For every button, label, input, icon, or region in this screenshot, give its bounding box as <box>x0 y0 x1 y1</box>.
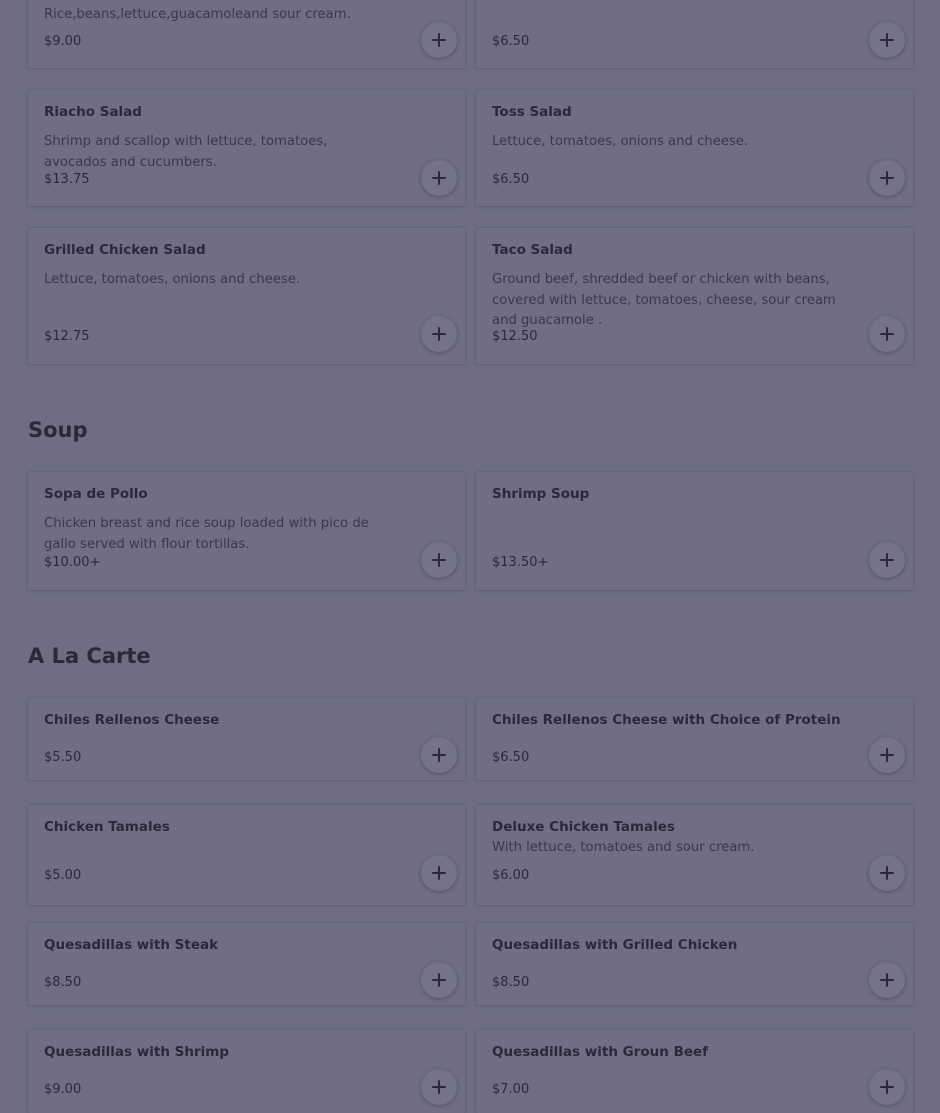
item-description: Ground beef, shredded beef or chicken with beans, covered with lettuce, tomatoes, cheese, sour cream and guacamole . <box>492 272 836 328</box>
plus-icon <box>432 171 446 185</box>
item-description: Chicken breast and rice soup loaded with pico de gallo served with flour tortillas. <box>44 516 369 552</box>
menu-item-card[interactable] <box>28 1030 465 1113</box>
item-price: $13.75 <box>44 172 90 187</box>
item-price: $6.50 <box>492 172 530 187</box>
item-description: Shrimp and scallop with lettuce, tomatoes, avocados and cucumbers. <box>44 134 328 170</box>
menu-item-card[interactable] <box>476 228 913 364</box>
add-item-button[interactable] <box>869 22 905 58</box>
plus-icon <box>432 33 446 47</box>
item-name: Sopa de Pollo <box>44 486 148 502</box>
plus-icon <box>880 973 894 987</box>
add-item-button[interactable] <box>869 160 905 196</box>
item-price: $12.50 <box>492 329 538 344</box>
item-price: $7.00 <box>492 1082 530 1097</box>
plus-icon <box>432 866 446 880</box>
item-name: Quesadillas with Shrimp <box>44 1044 229 1060</box>
item-price: $5.50 <box>44 750 82 765</box>
menu-item-card[interactable] <box>28 472 465 590</box>
item-description: Rice,beans,lettuce,guacamoleand sour cream. <box>44 7 351 22</box>
menu-item-card[interactable] <box>28 923 465 1005</box>
item-price: $9.00 <box>44 34 82 49</box>
item-name: Toss Salad <box>492 104 572 120</box>
add-item-button[interactable] <box>421 22 457 58</box>
add-item-button[interactable] <box>421 737 457 773</box>
item-description: Lettuce, tomatoes, onions and cheese. <box>492 134 749 149</box>
add-item-button[interactable] <box>421 1069 457 1105</box>
menu-item-card[interactable] <box>28 228 465 364</box>
item-name: Taco Salad <box>492 242 573 258</box>
item-name: Quesadillas with Grilled Chicken <box>492 937 738 953</box>
item-description: With lettuce, tomatoes and sour cream. <box>492 840 755 855</box>
plus-icon <box>880 866 894 880</box>
item-name: Grilled Chicken Salad <box>44 242 206 258</box>
item-price: $8.50 <box>492 975 530 990</box>
plus-icon <box>432 748 446 762</box>
add-item-button[interactable] <box>421 160 457 196</box>
add-item-button[interactable] <box>869 962 905 998</box>
menu-item-card[interactable] <box>476 923 913 1005</box>
section-title-soup: Soup <box>28 418 88 442</box>
item-price: $5.00 <box>44 868 82 883</box>
add-item-button[interactable] <box>421 855 457 891</box>
add-item-button[interactable] <box>421 316 457 352</box>
plus-icon <box>432 327 446 341</box>
add-item-button[interactable] <box>421 962 457 998</box>
item-price: $6.50 <box>492 34 530 49</box>
menu-item-card[interactable] <box>28 90 465 206</box>
item-name: Chicken Tamales <box>44 819 170 835</box>
menu-item-card[interactable] <box>28 805 465 905</box>
menu-item-card[interactable] <box>476 805 913 905</box>
item-price: $9.00 <box>44 1082 82 1097</box>
menu-item-card[interactable] <box>28 698 465 780</box>
add-item-button[interactable] <box>869 855 905 891</box>
menu-item-card[interactable] <box>476 698 913 780</box>
plus-icon <box>880 171 894 185</box>
section-title-a-la-carte: A La Carte <box>28 644 151 668</box>
add-item-button[interactable] <box>869 316 905 352</box>
item-price: $8.50 <box>44 975 82 990</box>
plus-icon <box>880 327 894 341</box>
item-name: Shrimp Soup <box>492 486 590 502</box>
plus-icon <box>432 1080 446 1094</box>
item-name: Riacho Salad <box>44 104 142 120</box>
menu-item-card[interactable] <box>476 472 913 590</box>
plus-icon <box>880 33 894 47</box>
item-price: $6.00 <box>492 868 530 883</box>
add-item-button[interactable] <box>421 542 457 578</box>
plus-icon <box>880 1080 894 1094</box>
item-name: Quesadillas with Groun Beef <box>492 1044 709 1060</box>
add-item-button[interactable] <box>869 542 905 578</box>
item-price: $13.50+ <box>492 555 549 570</box>
menu-item-card[interactable] <box>476 1030 913 1113</box>
item-price: $10.00+ <box>44 555 101 570</box>
item-name: Quesadillas with Steak <box>44 937 219 953</box>
plus-icon <box>432 553 446 567</box>
menu-item-card[interactable] <box>476 90 913 206</box>
plus-icon <box>432 973 446 987</box>
item-price: $6.50 <box>492 750 530 765</box>
add-item-button[interactable] <box>869 737 905 773</box>
item-description: Lettuce, tomatoes, onions and cheese. <box>44 272 301 287</box>
item-name: Chiles Rellenos Cheese with Choice of Protein <box>492 712 841 728</box>
item-price: $12.75 <box>44 329 90 344</box>
item-name: Chiles Rellenos Cheese <box>44 712 220 728</box>
plus-icon <box>880 553 894 567</box>
menu-item-card[interactable] <box>476 0 913 68</box>
plus-icon <box>880 748 894 762</box>
item-name: Deluxe Chicken Tamales <box>492 819 675 835</box>
menu-item-card[interactable] <box>28 0 465 68</box>
add-item-button[interactable] <box>869 1069 905 1105</box>
